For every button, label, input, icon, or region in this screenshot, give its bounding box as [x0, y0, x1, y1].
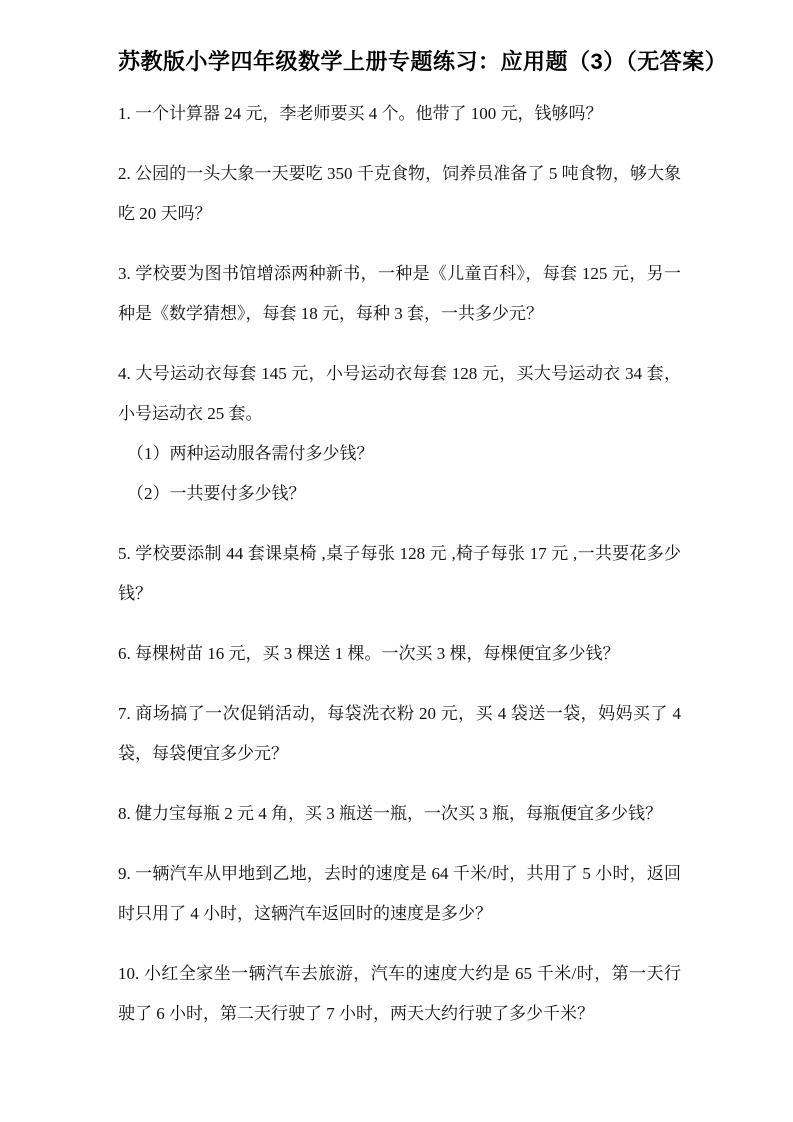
problem-1-text: 1. 一个计算器 24 元，李老师要买 4 个。他带了 100 元，钱够吗？ [118, 104, 603, 123]
problem-5-block [118, 534, 681, 614]
problem-3-block [118, 254, 681, 334]
problem-4-subitem-2: （2）一共要付多少钱？ [127, 484, 306, 503]
problem-1-block [118, 94, 681, 134]
problem-2-block [118, 154, 681, 234]
problem-10-block [118, 954, 681, 1034]
problem-5-text: 5. 学校要添制 44 套课桌椅 ,桌子每张 128 元 ,椅子每张 17 元 ,一共要花多少钱？ [118, 544, 681, 603]
problem-2-text: 2. 公园的一头大象一天要吃 350 千克食物，饲养员准备了 5 吨食物，够大象吃 20 天吗？ [118, 164, 681, 223]
problem-10-text: 10. 小红全家坐一辆汽车去旅游，汽车的速度大约是 65 千米/时，第一天行驶了 6 小时，第二天行驶了 7 小时，两天大约行驶了多少千米？ [118, 964, 681, 1023]
problem-9-block [118, 854, 681, 934]
problem-7-text: 7. 商场搞了一次促销活动，每袋洗衣粉 20 元，买 4 袋送一袋，妈妈买了 4 袋，每袋便宜多少元？ [118, 704, 681, 763]
problem-7-block [118, 694, 681, 774]
page-title: 苏教版小学四年级数学上册专题练习：应用题（3）（无答案） [118, 49, 728, 74]
problem-9-text: 9. 一辆汽车从甲地到乙地，去时的速度是 64 千米/时，共用了 5 小时，返回时只用了 4 小时，这辆汽车返回时的速度是多少？ [118, 864, 681, 923]
problem-6-text: 6. 每棵树苗 16 元，买 3 棵送 1 棵。一次买 3 棵，每棵便宜多少钱？ [118, 644, 620, 663]
problem-8-block [118, 794, 681, 834]
problem-8-text: 8. 健力宝每瓶 2 元 4 角，买 3 瓶送一瓶，一次买 3 瓶，每瓶便宜多少钱？ [118, 804, 662, 823]
problem-4-text: 4. 大号运动衣每套 145 元，小号运动衣每套 128 元，买大号运动衣 34 套，小号运动衣 25 套。 [118, 364, 681, 423]
problem-3-text: 3. 学校要为图书馆增添两种新书，一种是《儿童百科》，每套 125 元，另一种是《数学猜想》，每套 18 元，每种 3 套，一共多少元？ [118, 264, 681, 323]
problem-4-subitem-1: （1）两种运动服各需付多少钱？ [127, 444, 374, 463]
problem-6-block [118, 634, 681, 674]
problem-4-block [118, 354, 681, 514]
